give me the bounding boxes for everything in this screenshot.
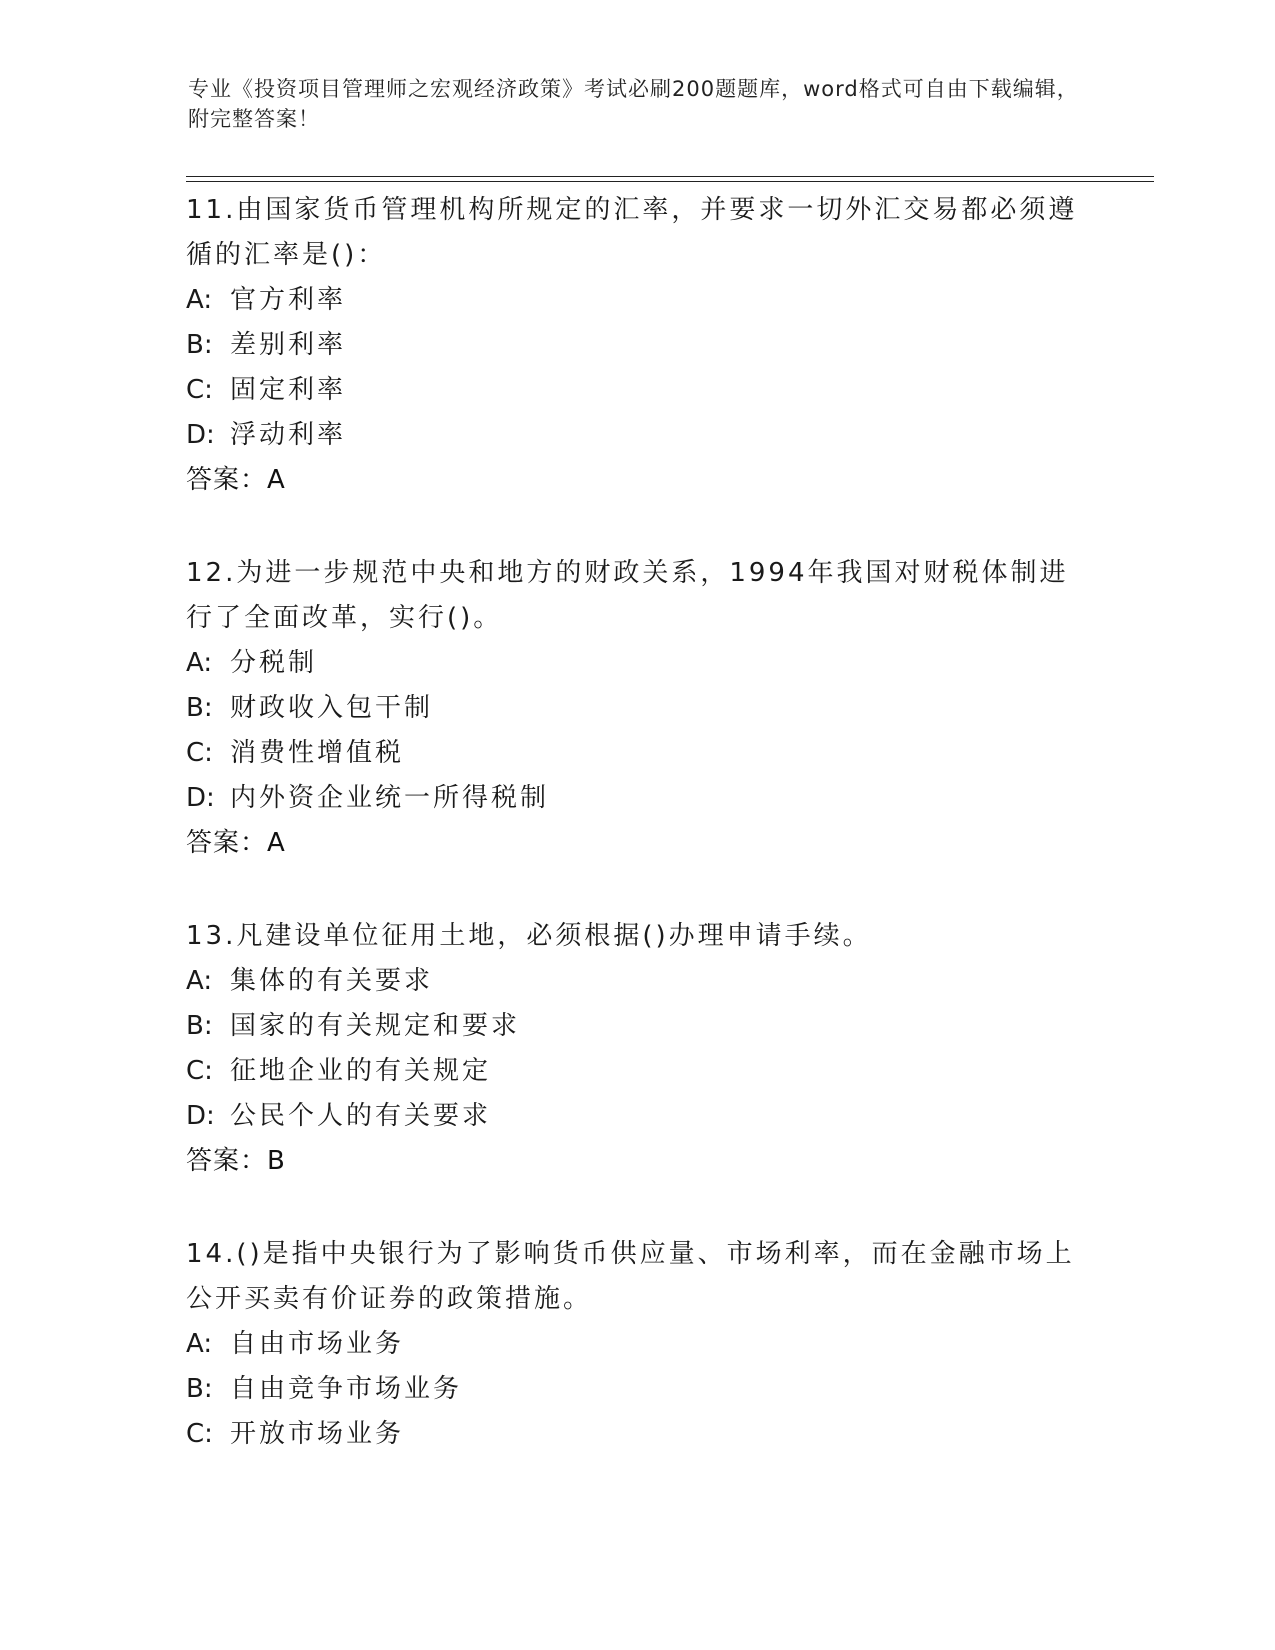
option-key: B: — [186, 693, 213, 723]
option-text: 差别利率 — [230, 330, 347, 360]
option-d — [186, 413, 1086, 458]
option-key: A: — [186, 285, 213, 315]
option-text: 自由竞争市场业务 — [230, 1374, 463, 1404]
option-a — [186, 641, 1086, 686]
option-c — [186, 1412, 1086, 1457]
option-text: 官方利率 — [230, 285, 347, 315]
option-text: 公民个人的有关要求 — [230, 1101, 492, 1131]
option-text: 财政收入包干制 — [230, 693, 434, 723]
option-text: 国家的有关规定和要求 — [230, 1011, 521, 1041]
option-key: C: — [186, 1056, 213, 1086]
option-b — [186, 686, 1086, 731]
option-text: 固定利率 — [230, 375, 347, 405]
option-key: C: — [186, 738, 213, 768]
option-c — [186, 731, 1086, 776]
option-a — [186, 1322, 1086, 1367]
option-c — [186, 368, 1086, 413]
question-text: 13.凡建设单位征用土地，必须根据()办理申请手续。 — [186, 921, 872, 951]
option-text: 征地企业的有关规定 — [230, 1056, 492, 1086]
option-text: 开放市场业务 — [230, 1419, 405, 1449]
question-text: 14.()是指中央银行为了影响货币供应量、市场利率，而在金融市场上公开买卖有价证券的政策措施。 — [186, 1239, 1075, 1314]
option-c — [186, 1049, 1086, 1094]
answer-label: 答案：A — [186, 465, 286, 495]
option-b — [186, 1367, 1086, 1412]
option-a — [186, 959, 1086, 1004]
option-key: B: — [186, 1374, 213, 1404]
header-divider-top — [186, 176, 1154, 177]
option-key: D: — [186, 783, 215, 813]
question-14 — [186, 1232, 1086, 1457]
answer-label: 答案：B — [186, 1146, 286, 1176]
question-11 — [186, 188, 1086, 503]
option-d — [186, 776, 1086, 821]
option-key: D: — [186, 420, 215, 450]
question-list — [186, 188, 1086, 1505]
option-text: 分税制 — [230, 648, 318, 678]
option-text: 自由市场业务 — [230, 1329, 405, 1359]
option-key: A: — [186, 1329, 213, 1359]
question-text: 12.为进一步规范中央和地方的财政关系，1994年我国对财税体制进行了全面改革，实行()。 — [186, 558, 1069, 633]
question-13 — [186, 914, 1086, 1184]
option-text: 集体的有关要求 — [230, 966, 434, 996]
option-key: A: — [186, 648, 213, 678]
option-key: C: — [186, 375, 213, 405]
option-key: D: — [186, 1101, 215, 1131]
question-text: 11.由国家货币管理机构所规定的汇率，并要求一切外汇交易都必须遵循的汇率是()： — [186, 195, 1078, 270]
option-key: C: — [186, 1419, 213, 1449]
option-d — [186, 1094, 1086, 1139]
option-key: B: — [186, 1011, 213, 1041]
option-text: 消费性增值税 — [230, 738, 405, 768]
option-a — [186, 278, 1086, 323]
option-b — [186, 323, 1086, 368]
option-text: 浮动利率 — [230, 420, 347, 450]
option-text: 内外资企业统一所得税制 — [230, 783, 550, 813]
header-divider-bottom — [186, 181, 1154, 182]
question-12 — [186, 551, 1086, 866]
answer-label: 答案：A — [186, 828, 286, 858]
option-key: A: — [186, 966, 213, 996]
option-b — [186, 1004, 1086, 1049]
option-key: B: — [186, 330, 213, 360]
document-header: 专业《投资项目管理师之宏观经济政策》考试必刷200题题库，word格式可自由下载编辑，附完整答案！ — [188, 77, 1079, 131]
